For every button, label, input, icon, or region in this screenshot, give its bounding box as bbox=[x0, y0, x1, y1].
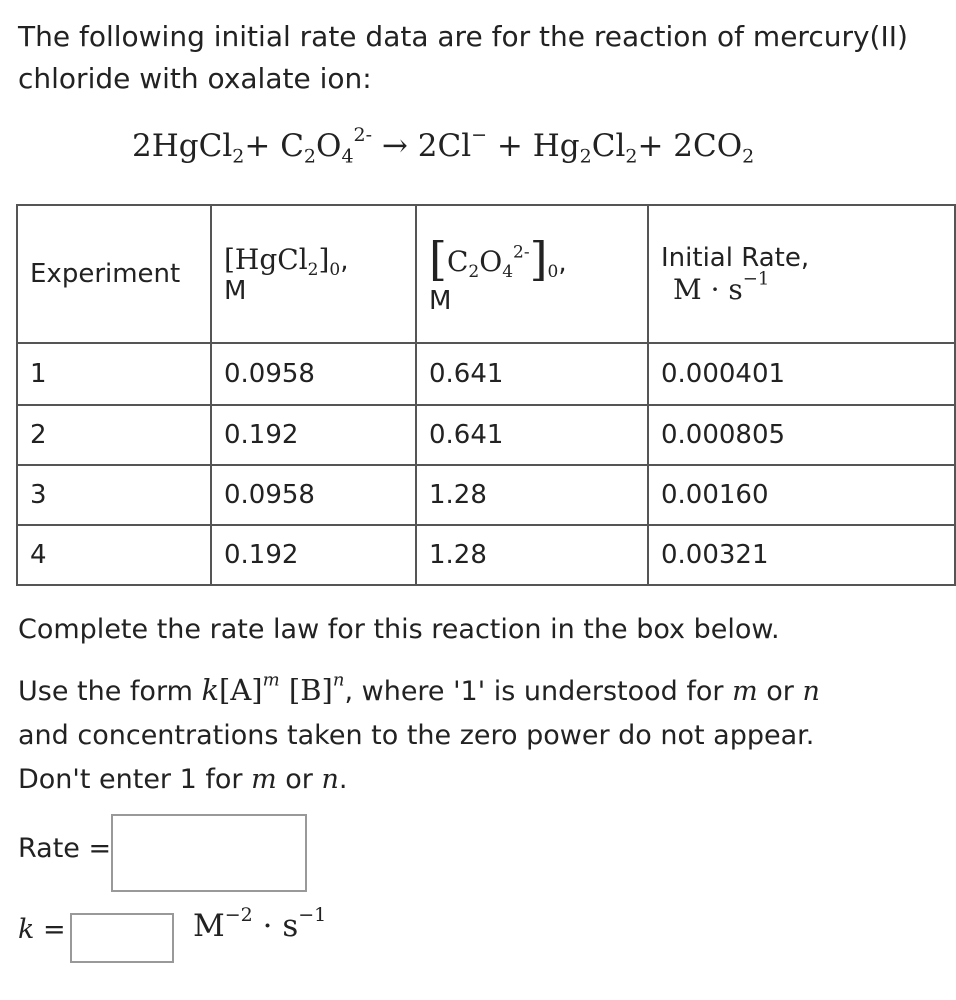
cell-rate: 0.000805 bbox=[648, 405, 955, 465]
instruction-form: Use the form $k[A]^m$ $[B]^n$, where '1' is understood for m or n and concentrations taken to the zero power do not appear. Don't enter 1 for m or n. bbox=[18, 669, 820, 795]
cell-rate: 0.000401 bbox=[648, 343, 955, 405]
cell-c2o4: 0.641 bbox=[416, 405, 648, 465]
cell-c2o4: 1.28 bbox=[416, 525, 648, 585]
cell-hgcl2: 0.0958 bbox=[211, 465, 416, 525]
k-label: k = bbox=[18, 914, 66, 945]
cell-rate: 0.00160 bbox=[648, 465, 955, 525]
table-row bbox=[17, 465, 955, 525]
table-header-row bbox=[17, 205, 955, 343]
instruction-line-1: Complete the rate law for this reaction in the box below. bbox=[18, 614, 780, 645]
cell-hgcl2: 0.192 bbox=[211, 525, 416, 585]
header-c2o4: $[C_2O_4^{2-}]_0$, M bbox=[416, 205, 648, 343]
header-experiment: Experiment bbox=[17, 205, 211, 343]
rate-constant-input[interactable] bbox=[70, 913, 174, 963]
table-row bbox=[17, 343, 955, 405]
reaction-equation: 2HgCl$_2$+ $C_2O_4^{2-} \to 2Cl^- + Hg_2Cl_2+ 2CO_2$ bbox=[132, 123, 755, 168]
rate-data-table bbox=[16, 204, 956, 586]
rate-law-input[interactable] bbox=[111, 814, 307, 892]
cell-c2o4: 0.641 bbox=[416, 343, 648, 405]
rate-constant-unit: $M^{-2} \cdot s^{-1}$ bbox=[193, 903, 327, 944]
intro-text: The following initial rate data are for the reaction of mercury(II) chloride with oxalate ion: bbox=[18, 20, 908, 95]
cell-hgcl2: 0.192 bbox=[211, 405, 416, 465]
cell-experiment: 4 bbox=[17, 525, 211, 585]
header-hgcl2-unit: M bbox=[224, 275, 247, 306]
cell-experiment: 2 bbox=[17, 405, 211, 465]
cell-c2o4: 1.28 bbox=[416, 465, 648, 525]
cell-experiment: 3 bbox=[17, 465, 211, 525]
cell-rate: 0.00321 bbox=[648, 525, 955, 585]
table-row bbox=[17, 525, 955, 585]
header-initial-rate: Initial Rate, $M \cdot s^{-1}$ bbox=[648, 205, 955, 343]
table-row bbox=[17, 405, 955, 465]
cell-hgcl2: 0.0958 bbox=[211, 343, 416, 405]
cell-experiment: 1 bbox=[17, 343, 211, 405]
header-c2o4-unit: M bbox=[429, 286, 452, 316]
header-hgcl2: $[HgCl_2]_0$, M bbox=[211, 205, 416, 343]
rate-label: Rate = bbox=[18, 833, 112, 864]
